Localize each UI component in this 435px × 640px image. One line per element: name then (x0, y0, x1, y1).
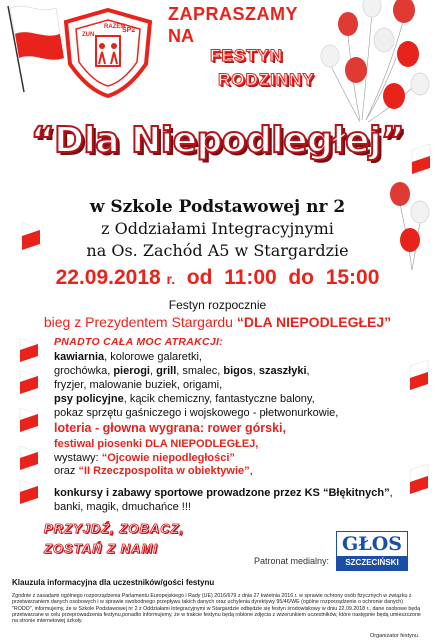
festyn-start: Festyn rozpocznie (168, 298, 267, 312)
list-item (54, 466, 253, 477)
rodo-text: Zgodnie z zasadami ogólnego rozporządzenia Parlamentu Europejskiego i Rady (UE) 2016/679 z dnia 27 kwietnia 2016 r. w sprawie ochrony osób fizycznych w związku z przetwarzaniem danych osobowych i w sprawie swobodnego przepływu takich danych oraz uchylenia dyrektywy 95/46/WE (ogólne rozporządzenie o ochronie danych) "RODO", informujemy, że w Szkole Podstawowej nr 2 z Oddziałami Integracyjnymi w Stargardzie odbędzie się festyn środowiskowy w dniu 22.09.2018 r., dane osobowe będą przetwarzane w celu przeprowadzenia festynu,ponadto informujemy, że w trakcie festynu będą robione zdjęcia z wizerunkiem uczestników, które następnie będą umieszczone na stronie internetowej szkoły. (12, 593, 421, 625)
header-line3: FESTYN (210, 46, 284, 65)
attractions-heading: PNADTO CAŁA MOC ATRAKCJI: (54, 336, 224, 348)
logo-text-top: SP2 (122, 27, 136, 34)
list-item (54, 502, 191, 513)
list-item (54, 453, 235, 464)
event-title: “Dla Niepodległej” (30, 120, 405, 161)
bieg-line (0, 314, 435, 330)
list-text: oraz (54, 465, 79, 477)
glos-logo (336, 531, 408, 571)
list-text: fryzjer, malowanie buziek, origami, (54, 379, 223, 391)
list-item (54, 422, 286, 435)
list-text: , (389, 487, 393, 499)
list-bold: szaszłyki (258, 365, 307, 377)
list-item (54, 380, 222, 391)
date-od: od (186, 266, 213, 289)
date-day: 22.09.2018 (55, 266, 161, 289)
list-item (54, 488, 393, 499)
flag-icon (20, 408, 38, 432)
patronat-label: Patronat medialny: (254, 556, 330, 566)
list-item (54, 366, 310, 377)
school-line3: na Os. Zachód A5 w Stargardzie (86, 241, 349, 260)
bieg-prefix: bieg z Prezydentem Stargardu (43, 314, 233, 330)
header-line1: ZAPRASZAMY (168, 4, 298, 24)
flag-icon (20, 338, 38, 362)
list-text: , kolorowe galaretki, (104, 351, 202, 363)
slogan-line1: PRZYJDŹ, ZOBACZ, (44, 521, 185, 536)
list-bold: konkursy i zabawy sportowe prowadzone przez KS “Błękitnych” (54, 487, 390, 499)
list-text: , smalec, (176, 365, 224, 377)
glos-logo-bottom: SZCZECIŃSKI (337, 556, 407, 570)
event-date (0, 266, 435, 290)
logo-text-bottom: ZUN (82, 32, 95, 38)
list-text: , kącik chemiczny, fantastyczne balony, (123, 393, 315, 405)
list-red: loteria - głowna wygrana: rower górski, (54, 421, 286, 435)
school-logo (58, 6, 158, 98)
list-text: , (149, 365, 157, 377)
flag-icon (20, 370, 38, 394)
flag-icon (410, 360, 428, 390)
header-line4: RODZINNY (218, 70, 315, 89)
school-line2: z Oddziałami Integracyjnymi (101, 219, 334, 238)
bieg-name: “DLA NIEPODLEGŁEJ” (236, 314, 392, 330)
list-red: “Ojcowie niepodległości” (101, 452, 235, 464)
flag-icon (410, 464, 428, 494)
date-start: 11:00 (224, 266, 277, 289)
glos-logo-top: GŁOS (337, 532, 407, 556)
flag-icon (8, 6, 64, 92)
slogan-line2: ZOSTAŃ Z NAMI (44, 541, 158, 556)
list-item (54, 394, 315, 405)
date-r: r. (166, 271, 176, 287)
list-text: banki, magik, dmuchańce !!! (54, 501, 191, 513)
flag-icon (20, 480, 38, 504)
list-bold: grill (156, 365, 177, 377)
list-bold: kawiarnia (54, 351, 105, 363)
logo-text-left: RAZEM (104, 24, 126, 30)
list-item (54, 352, 202, 363)
list-text: , (252, 365, 259, 377)
list-red: “II Rzeczpospolita w obiektywie” (78, 465, 250, 477)
list-item (54, 439, 258, 450)
list-text: , (249, 465, 253, 477)
list-text: , (306, 365, 310, 377)
list-bold: bigos (223, 365, 253, 377)
list-text: wystawy: (54, 452, 102, 464)
klauzula-heading: Klauzula informacyjna dla uczestników/gości festynu (12, 578, 215, 587)
date-end: 15:00 (325, 266, 380, 289)
balloons-icon (321, 0, 429, 122)
list-bold: pierogi (113, 365, 150, 377)
list-text: grochówka, (54, 365, 114, 377)
list-bold: psy policyjne (54, 393, 124, 405)
header-line2: NA (168, 26, 194, 46)
list-item (54, 408, 338, 419)
school-line1: w Szkole Podstawowej nr 2 (89, 197, 346, 217)
date-do: do (288, 266, 315, 289)
organizator-label: Organizator festynu (370, 633, 418, 639)
list-text: pokaz sprzętu gaśniczego i wojskowego - płetwonurkowie, (54, 407, 339, 419)
flag-icon (20, 446, 38, 470)
list-red: festiwal piosenki DLA NIEPODLEGŁEJ, (54, 438, 259, 450)
